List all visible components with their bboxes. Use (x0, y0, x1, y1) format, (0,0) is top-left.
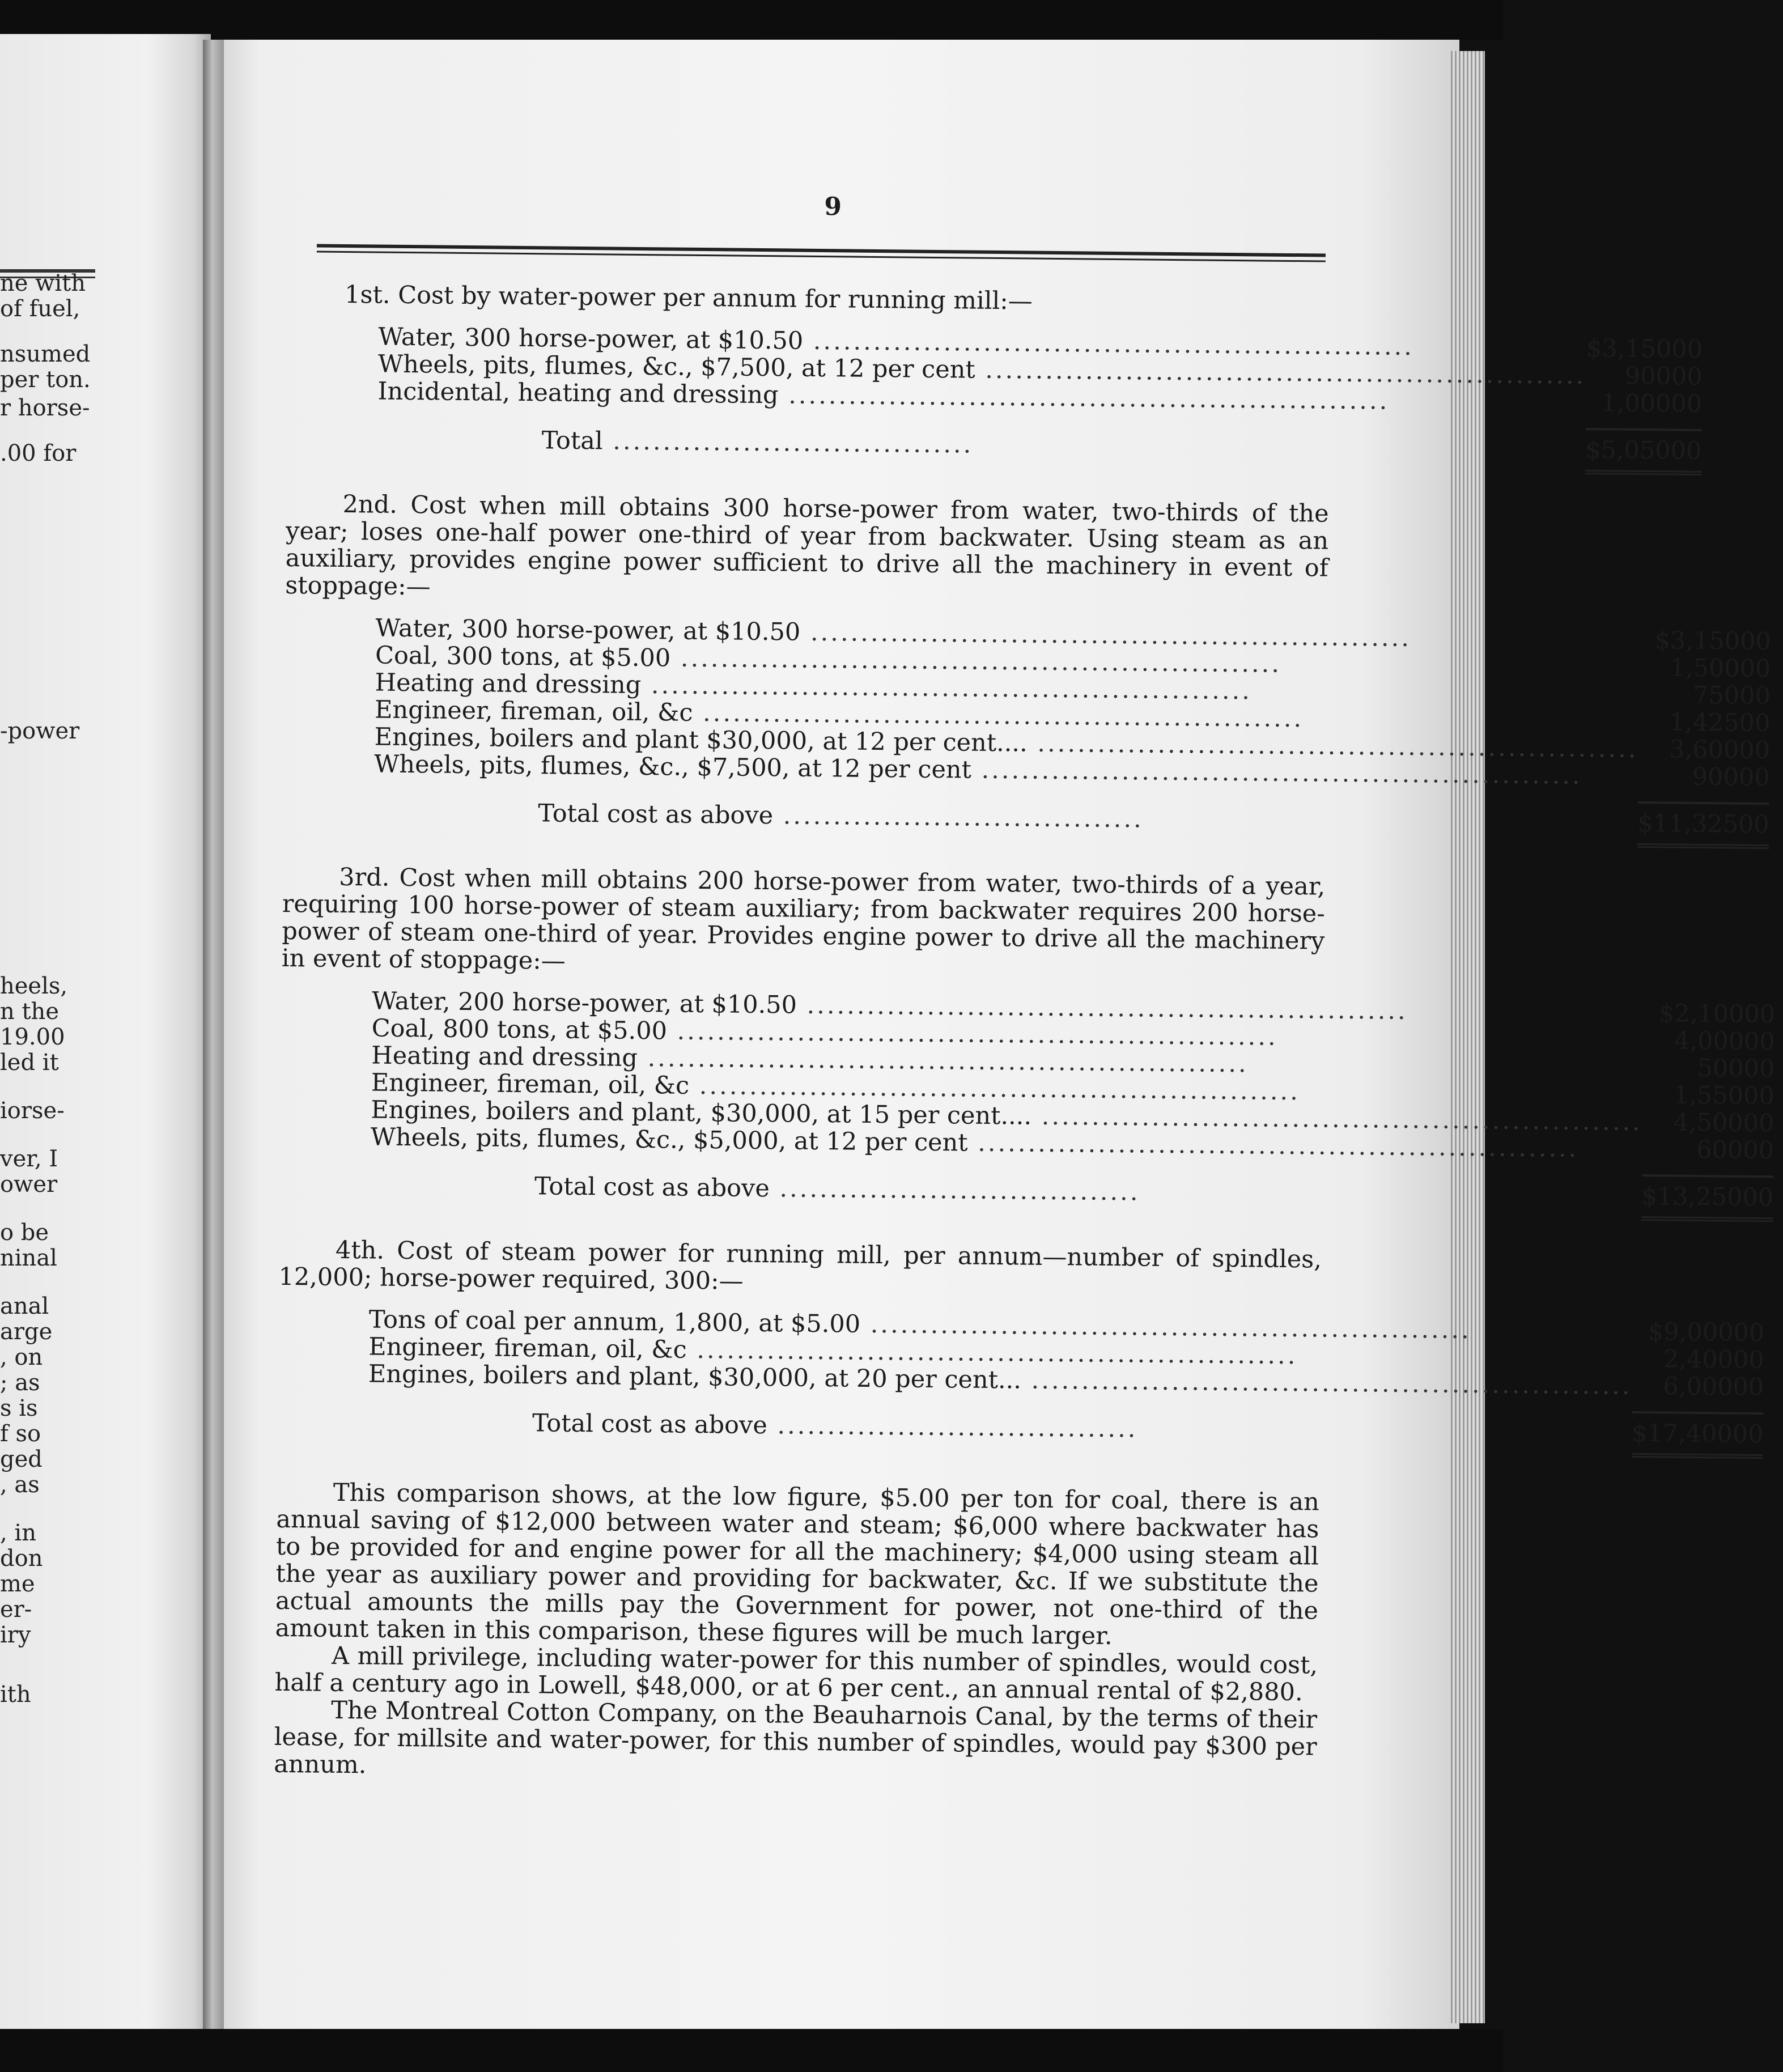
left-page-fragment: iry (0, 1622, 31, 1648)
cost-item-label: Wheels, pits, flumes, &c., $5,000, at 12 per cent (370, 1123, 968, 1157)
paragraph-text: This comparison shows, at the low figure, $5.00 per ton for coal, there is an annual saving of $12,000 between water and steam; $6,000 where backwater has to be provided for and engine power for all the machinery; $4,000 using steam all the year as auxiliary power and providing for backwater, &c. If we substitute the actual amounts the mills pay the Government for power, not one-third of the amount taken in this comparison, these figures will be much larger. (275, 1478, 1320, 1651)
cost-item-dollars: 6,000 (1663, 1372, 1733, 1402)
cost-item-dollars: 750 (1692, 681, 1740, 710)
cost-item-label: Engineer, fireman, oil, &c (374, 695, 693, 727)
leader-dots: ............................................................ (796, 991, 1408, 1026)
leader-dots: ............................................................ (1027, 729, 1638, 763)
cost-item-dollars: $3,150 (1654, 626, 1740, 656)
page-number: 9 (824, 192, 842, 222)
left-page-fragment: ower (0, 1171, 58, 1198)
total-label: Total cost as above (538, 799, 774, 830)
left-page-fragment: , in (0, 1520, 36, 1546)
cost-item-dollars: $3,150 (1586, 334, 1672, 364)
paragraph-text: The Montreal Cotton Company, on the Beauharnois Canal, by the terms of their lease, for millsite and water-power, for this number of spindles, would pay $300 per annum. (274, 1696, 1318, 1780)
book-gutter (203, 40, 227, 2035)
leader-dots: ............................................................ (637, 1043, 1249, 1079)
section-intro-text: 3rd. Cost when mill obtains 200 horse-power from water, two-thirds of a year, requiring 100 horse-power of steam auxiliary; from backwater requires 200 horse-power of steam one-third of year. Provides engine power to drive all the machinery in event of stoppage:— (281, 863, 1326, 975)
cost-item-label: Engines, boilers and plant, $30,000, at 20 per cent... (368, 1360, 1022, 1395)
cost-sections (277, 280, 1776, 1455)
cost-section (283, 490, 1772, 845)
cost-item-cents: 00 (1743, 1027, 1776, 1056)
left-page-fragment: ninal (0, 1245, 57, 1271)
cost-item-label: Water, 200 horse-power, at $10.50 (371, 987, 797, 1020)
left-page-fragment: me (0, 1571, 35, 1597)
leader-dots: ............................................................ (1021, 1366, 1632, 1400)
total-label: Total (541, 426, 603, 456)
cost-item-dollars: 600 (1696, 1135, 1743, 1165)
total-dollars: $5,050 (1585, 429, 1671, 473)
left-page-fragment: , as (0, 1472, 40, 1498)
cost-table (373, 615, 1771, 850)
left-page-fragment: ; as (0, 1370, 40, 1396)
cost-item-label: Wheels, pits, flumes, &c., $7,500, at 12 per cent (373, 750, 972, 784)
left-page-fragment: ith (0, 1682, 31, 1708)
leader-dots: ............................................................ (641, 671, 1253, 706)
cost-item-label: Engines, boilers and plant $30,000, at 12 per cent.... (374, 723, 1028, 758)
left-page-fragment: -power (0, 718, 80, 744)
total-cents: 00 (1732, 1413, 1763, 1457)
leader-dots: .................................... (767, 1411, 1138, 1443)
cost-item-dollars: $9,000 (1648, 1318, 1734, 1347)
cost-item-dollars: 1,550 (1673, 1081, 1744, 1110)
cost-item-label: Wheels, pits, flumes, &c., $7,500, at 12 per cent (377, 350, 975, 384)
left-page-fragment: heels, (0, 973, 68, 999)
cost-item-dollars: 1,500 (1670, 653, 1740, 683)
section-intro-text: 1st. Cost by water-power per annum for running mill:— (344, 280, 1033, 316)
cost-item-label: Engineer, fireman, oil, &c (368, 1332, 687, 1364)
cost-item-label: Engineer, fireman, oil, &c (371, 1068, 690, 1100)
left-page-fragment: r horse- (0, 395, 90, 421)
left-facing-page (0, 34, 211, 2035)
left-page-fragment: .00 for (0, 440, 77, 466)
section-intro (282, 863, 1326, 982)
leader-dots: ............................................................ (803, 326, 1415, 362)
cost-table (377, 324, 1703, 475)
leader-dots: ............................................................ (693, 698, 1304, 733)
total-cents: 00 (1670, 430, 1701, 473)
cost-item-cents: 00 (1739, 708, 1771, 738)
cost-item-label: Heating and dressing (375, 668, 642, 700)
cost-item-cents: 00 (1671, 335, 1703, 364)
cost-item-cents: 00 (1739, 681, 1771, 711)
cost-item-dollars: 4,500 (1673, 1108, 1743, 1137)
section-intro-text: 4th. Cost of steam power for running mill, per annum—number of spindles, 12,000; horse-power required, 300:— (278, 1235, 1322, 1296)
total-cents: 00 (1742, 1177, 1773, 1220)
cost-item-dollars: 1,000 (1601, 389, 1671, 418)
left-page-fragment: led it (0, 1050, 59, 1076)
cost-item-cents: 00 (1739, 736, 1771, 765)
total-dollars: $17,400 (1632, 1412, 1733, 1457)
cost-item-cents: 00 (1738, 763, 1770, 792)
cost-item-cents: 00 (1739, 627, 1772, 656)
cost-table (368, 1306, 1765, 1459)
cost-item-label: Tons of coal per annum, 1,800, at $5.00 (368, 1305, 861, 1339)
cost-item-cents: 00 (1743, 1109, 1774, 1138)
total-label: Total cost as above (534, 1172, 770, 1203)
cost-item-cents: 00 (1743, 1054, 1775, 1084)
page-content (274, 187, 1776, 1788)
left-page-fragment: per ton. (0, 367, 91, 393)
cost-item-dollars: $2,100 (1658, 999, 1744, 1029)
left-page-fragment: f so (0, 1421, 41, 1447)
cost-item-label: Engines, boilers and plant, $30,000, at 15 per cent.... (371, 1096, 1032, 1131)
cost-item-cents: 00 (1733, 1373, 1764, 1402)
left-page-fragment: nsumed (0, 341, 91, 367)
leader-dots: ............................................................ (689, 1071, 1301, 1106)
left-page-fragment: ne with (0, 270, 86, 296)
total-cents: 00 (1738, 804, 1769, 847)
left-page-fragment: ged (0, 1446, 43, 1472)
leader-dots: .................................... (602, 427, 974, 459)
cost-item-label: Water, 300 horse-power, at $10.50 (378, 322, 804, 355)
leader-dots: ............................................................ (800, 618, 1412, 653)
cost-item-label: Coal, 300 tons, at $5.00 (375, 641, 671, 673)
leader-dots: ............................................................ (778, 381, 1390, 415)
left-page-fragment: o be (0, 1220, 49, 1246)
leader-dots: ............................................................ (860, 1310, 1472, 1345)
cost-item-dollars: 900 (1692, 762, 1739, 792)
leader-dots: ............................................................ (971, 755, 1582, 790)
cost-section (279, 863, 1776, 1218)
cost-item-dollars: 900 (1624, 362, 1672, 391)
left-page-fragment: , on (0, 1344, 43, 1370)
closing-paragraphs (274, 1479, 1319, 1788)
cost-section (286, 280, 1703, 472)
montreal-cotton-paragraph (274, 1696, 1317, 1788)
leader-dots: ............................................................ (967, 1128, 1579, 1163)
scan-border-bottom (0, 2029, 1503, 2072)
cost-item-dollars: 3,600 (1669, 735, 1739, 765)
left-page-fragment: iorse- (0, 1098, 65, 1124)
cost-item-cents: 00 (1671, 362, 1703, 391)
mill-privilege-paragraph (274, 1642, 1318, 1706)
cost-table (370, 987, 1776, 1222)
leader-dots: ............................................................ (670, 644, 1282, 678)
total-label: Total cost as above (532, 1409, 768, 1440)
cost-item-cents: 00 (1743, 1081, 1775, 1111)
left-page-fragment: ver, I (0, 1146, 58, 1172)
section-intro-text: 2nd. Cost when mill obtains 300 horse-power from water, two-thirds of the year; loses one-half power one-third of year from backwater. Using steam as an auxiliary, provides engine power sufficient to drive all the machinery in event of stoppage:— (285, 490, 1329, 601)
cost-item-cents: 00 (1742, 1136, 1774, 1165)
paragraph-text: A mill privilege, including water-power for this number of spindles, would cost, half a century ago in Lowell, $48,000, or at 6 per cent., an annual rental of $2,880. (274, 1641, 1318, 1707)
section-intro (285, 490, 1329, 609)
cost-item-cents: 00 (1744, 1000, 1776, 1029)
leader-dots: .................................... (772, 801, 1144, 834)
leader-dots: .................................... (769, 1174, 1140, 1207)
total-dollars: $11,325 (1637, 803, 1739, 847)
leader-dots: ............................................................ (686, 1335, 1298, 1370)
cost-item-dollars: 500 (1697, 1054, 1744, 1083)
leader-dots: ............................................................ (975, 355, 1586, 390)
cost-item-dollars: 2,400 (1663, 1345, 1734, 1374)
cost-item-label: Incidental, heating and dressing (377, 377, 779, 410)
cost-item-label: Water, 300 horse-power, at $10.50 (375, 614, 801, 647)
scan-border-top (0, 0, 1503, 40)
section-intro (288, 281, 1331, 318)
left-page-fragment: of fuel, (0, 296, 80, 322)
left-page-fragment: anal (0, 1293, 49, 1319)
cost-item-label: Coal, 800 tons, at $5.00 (371, 1014, 668, 1046)
left-page-fragment: don (0, 1545, 43, 1572)
left-page-fragment: arge (0, 1319, 53, 1345)
cost-item-dollars: 4,000 (1674, 1026, 1744, 1056)
comparison-paragraph (275, 1479, 1319, 1652)
section-intro (278, 1236, 1322, 1301)
cost-item-cents: 00 (1733, 1318, 1765, 1348)
cost-item-label: Heating and dressing (371, 1041, 638, 1072)
leader-dots: ............................................................ (666, 1017, 1278, 1051)
cost-item-dollars: 1,425 (1669, 708, 1740, 737)
left-page-fragment: s is (0, 1395, 38, 1421)
cost-item-cents: 00 (1671, 389, 1703, 418)
left-page-fragment: 19.00 (0, 1024, 65, 1050)
cost-item-cents: 00 (1739, 654, 1771, 683)
left-page-fragment: er- (0, 1597, 32, 1623)
leader-dots: ............................................................ (1031, 1102, 1643, 1136)
total-dollars: $13,250 (1641, 1175, 1743, 1220)
left-page-fragment: n the (0, 999, 59, 1025)
cost-item-cents: 00 (1733, 1345, 1764, 1375)
cost-section (277, 1235, 1765, 1455)
